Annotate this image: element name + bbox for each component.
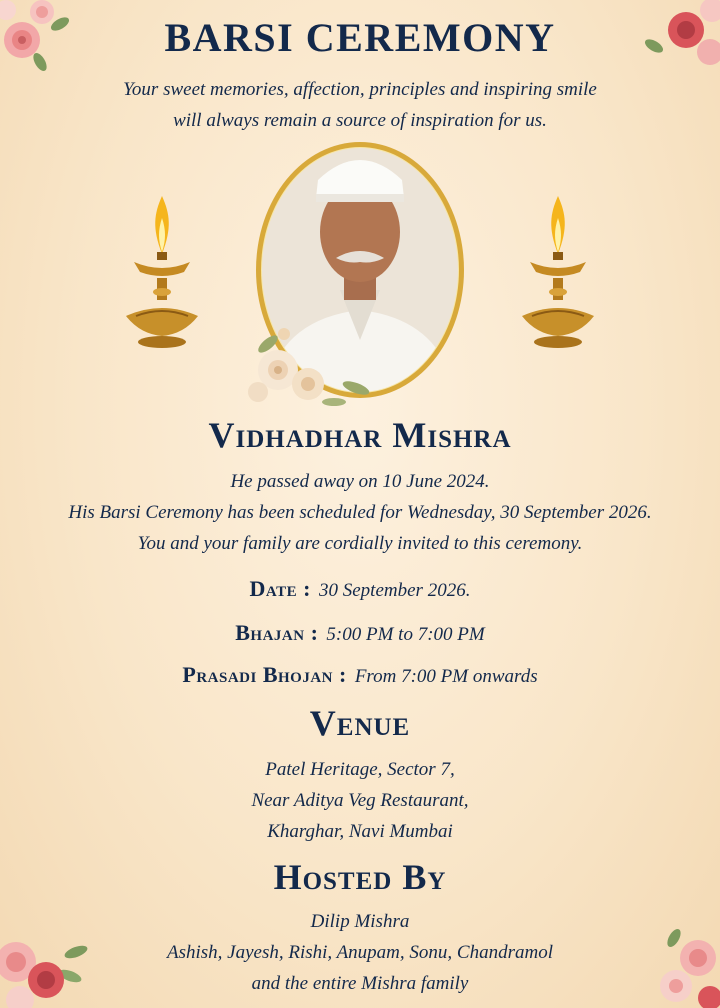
floral-decoration-icon — [244, 318, 384, 410]
date-row — [0, 576, 720, 602]
bhojan-row — [0, 662, 720, 688]
page-title: BARSI CEREMONY — [164, 15, 556, 60]
hosts-list — [0, 906, 720, 999]
diya-lamp-icon — [124, 192, 200, 350]
passing-date-line: He passed away on 10 June 2024. — [230, 471, 490, 492]
memorial-quote — [0, 74, 720, 136]
hosts-line1: Dilip Mishra — [310, 911, 410, 932]
bhojan-value: From 7:00 PM onwards — [354, 666, 538, 687]
hosts-line3: and the entire Mishra family — [251, 973, 469, 994]
venue-heading: Venue — [309, 703, 411, 743]
bhojan-label: Prasadi Bhojan : — [182, 662, 347, 687]
bhajan-label: Bhajan : — [235, 620, 319, 645]
ceremony-schedule-line: His Barsi Ceremony has been scheduled for Wednesday, 30 September 2026. — [68, 502, 652, 523]
memorial-quote-line1: Your sweet memories, affection, principles and inspiring smile — [123, 79, 597, 100]
diya-lamp-icon — [520, 192, 596, 350]
bhajan-row — [0, 620, 720, 646]
hosts-heading: Hosted By — [273, 857, 447, 897]
date-label: Date : — [249, 576, 311, 601]
hosts-line2: Ashish, Jayesh, Rishi, Anupam, Sonu, Chandramol — [167, 942, 553, 963]
deceased-name: Vidhadhar Mishra — [208, 415, 512, 455]
venue-line1: Patel Heritage, Sector 7, — [265, 759, 455, 780]
venue-address — [0, 754, 720, 847]
invitation-line: You and your family are cordially invited to this ceremony. — [137, 533, 583, 554]
venue-line3: Kharghar, Navi Mumbai — [267, 821, 453, 842]
venue-line2: Near Aditya Veg Restaurant, — [251, 790, 469, 811]
memorial-quote-line2: will always remain a source of inspiration for us. — [173, 110, 547, 131]
bhajan-value: 5:00 PM to 7:00 PM — [326, 624, 485, 645]
invitation-message — [0, 466, 720, 559]
date-value: 30 September 2026. — [319, 580, 471, 601]
